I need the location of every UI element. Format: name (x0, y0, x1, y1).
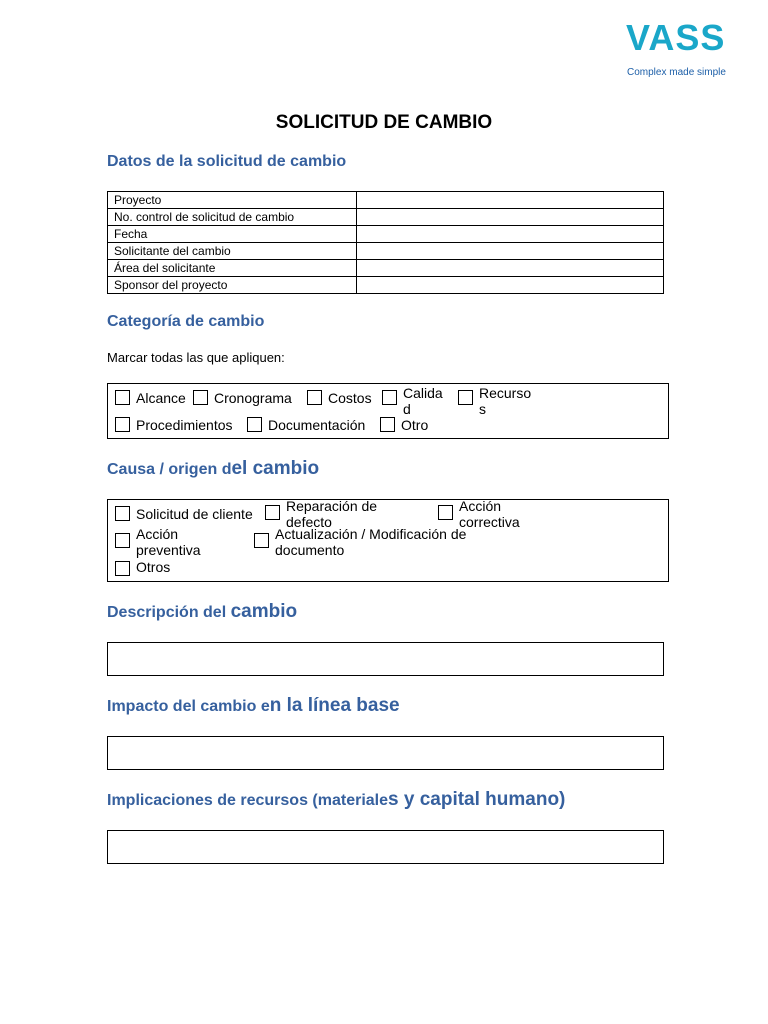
table-row (108, 226, 664, 243)
row-value-no-control[interactable] (357, 209, 664, 226)
checkbox-label: Calida d (403, 385, 443, 417)
heading-part: Implicaciones de recursos (materiale (107, 792, 389, 809)
checkbox-label: Acción correctiva (459, 498, 520, 530)
implicaciones-field[interactable] (107, 830, 664, 864)
checkbox-label: Otros (136, 559, 171, 575)
checkbox-label: Otro (401, 417, 429, 433)
row-value-fecha[interactable] (357, 226, 664, 243)
checkbox-square[interactable] (115, 533, 130, 548)
heading-part: cambio (230, 601, 298, 622)
request-info-table (107, 191, 664, 294)
section-causa-heading (107, 458, 319, 481)
row-label-sponsor: Sponsor del proyecto (108, 277, 357, 294)
checkbox-label: Costos (328, 390, 372, 406)
table-row (108, 243, 664, 260)
checkbox-square[interactable] (115, 417, 130, 432)
checkbox-label: Documentación (268, 417, 366, 433)
checkbox-label: Solicitud de cliente (136, 506, 253, 522)
row-value-solicitante[interactable] (357, 243, 664, 260)
checkbox-label: Acción preventiva (136, 526, 201, 558)
checkbox-square[interactable] (115, 390, 130, 405)
heading-part: s y capital humano) (388, 789, 566, 810)
checkbox-label: Recurso s (479, 385, 532, 417)
table-row (108, 192, 664, 209)
descripcion-field[interactable] (107, 642, 664, 676)
vass-logo: VASS (626, 17, 726, 58)
heading-part: Causa / origen d (107, 461, 232, 478)
heading-part: Descripción del (107, 604, 231, 621)
row-label-area: Área del solicitante (108, 260, 357, 277)
row-value-sponsor[interactable] (357, 277, 664, 294)
heading-part: n la línea base (269, 695, 400, 716)
heading-part: Impacto del cambio e (107, 698, 270, 715)
checkbox-square[interactable] (380, 417, 395, 432)
checkbox-square[interactable] (458, 390, 473, 405)
checkbox-square[interactable] (254, 533, 269, 548)
checkbox-square[interactable] (382, 390, 397, 405)
section-impacto-heading (107, 695, 400, 718)
row-label-no-control: No. control de solicitud de cambio (108, 209, 357, 226)
section-datos-heading: Datos de la solicitud de cambio (107, 153, 347, 170)
checkbox-square[interactable] (115, 506, 130, 521)
section-descripcion-heading (107, 601, 297, 624)
checkbox-square[interactable] (307, 390, 322, 405)
row-label-fecha: Fecha (108, 226, 357, 243)
checkbox-square[interactable] (438, 505, 453, 520)
checkbox-square[interactable] (115, 561, 130, 576)
checkbox-label: Actualización / Modificación de documento (275, 526, 467, 558)
checkbox-square[interactable] (265, 505, 280, 520)
causa-box (107, 499, 669, 582)
impacto-field[interactable] (107, 736, 664, 770)
logo-tagline: Complex made simple (627, 67, 726, 78)
row-label-solicitante: Solicitante del cambio (108, 243, 357, 260)
heading-part: el cambio (231, 458, 320, 479)
categoria-instruction: Marcar todas las que apliquen: (107, 350, 285, 365)
checkbox-square[interactable] (193, 390, 208, 405)
table-row (108, 209, 664, 226)
categoria-box (107, 383, 669, 439)
table-row (108, 260, 664, 277)
row-value-area[interactable] (357, 260, 664, 277)
checkbox-label: Alcance (136, 390, 186, 406)
section-implicaciones-heading (107, 789, 565, 812)
table-row (108, 277, 664, 294)
checkbox-label: Cronograma (214, 390, 292, 406)
row-value-proyecto[interactable] (357, 192, 664, 209)
section-categoria-heading: Categoría de cambio (107, 313, 265, 330)
checkbox-square[interactable] (247, 417, 262, 432)
checkbox-label: Reparación de defecto (286, 498, 378, 530)
document-title: SOLICITUD DE CAMBIO (275, 112, 493, 133)
row-label-proyecto: Proyecto (108, 192, 357, 209)
checkbox-label: Procedimientos (136, 417, 233, 433)
